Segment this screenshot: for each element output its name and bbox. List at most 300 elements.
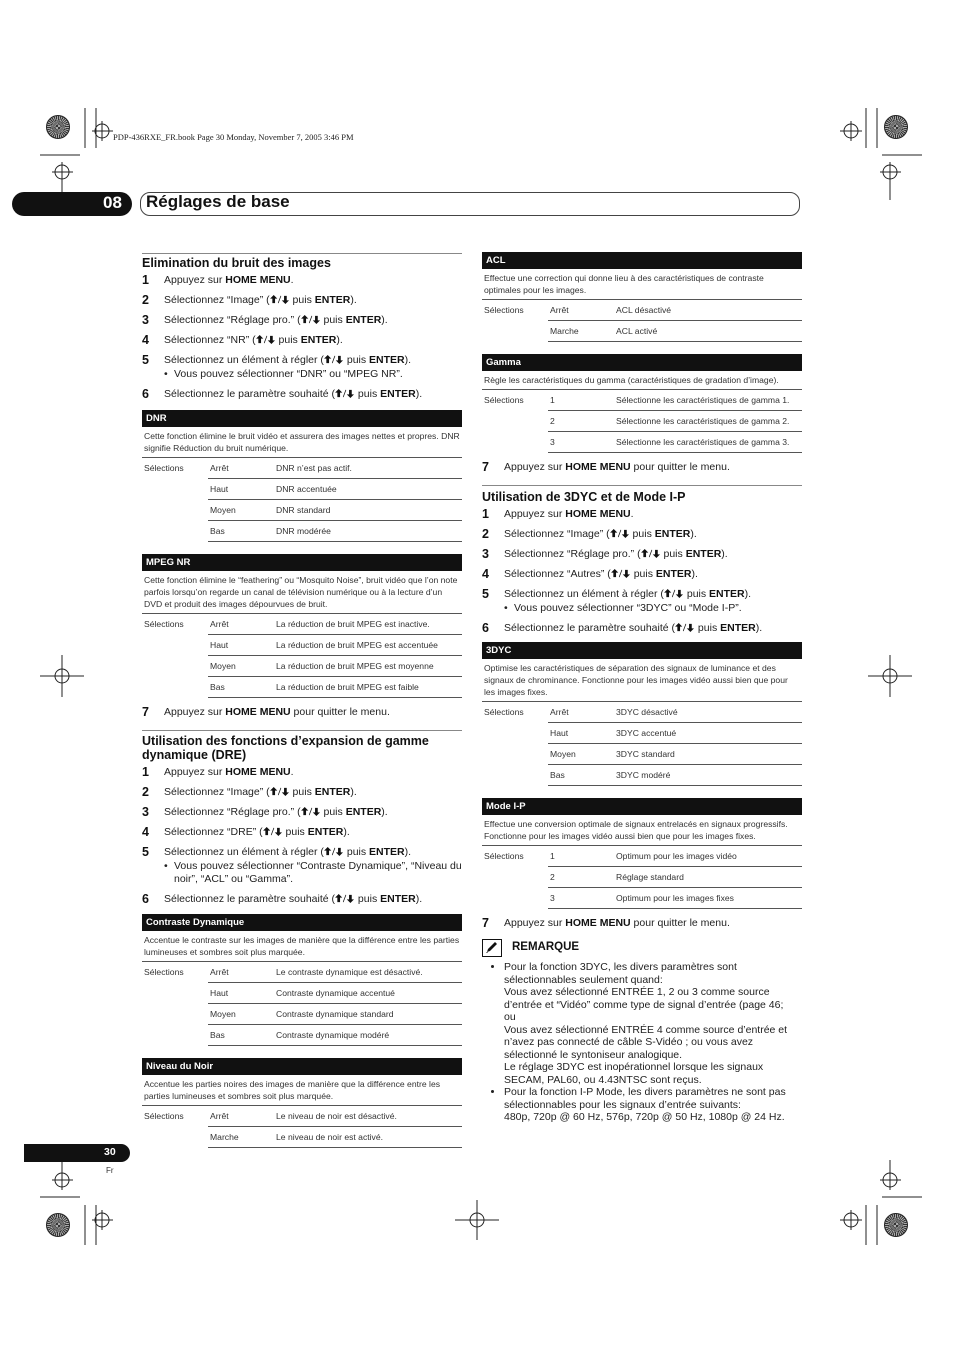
table-row [482, 300, 802, 321]
step-text: puis [355, 388, 381, 400]
step-text: ). [381, 314, 388, 326]
table-cell: Arrêt [208, 962, 274, 983]
table-cell: DNR standard [274, 500, 462, 521]
note-list [482, 961, 802, 1124]
key-enter: ENTER [314, 294, 351, 306]
step-item [142, 310, 462, 330]
registration-target-icon [46, 1213, 70, 1237]
steps-dre [142, 762, 462, 909]
step-text: ). [381, 806, 388, 818]
table-cell: Contraste dynamique standard [274, 1004, 462, 1025]
table-row [142, 614, 462, 635]
chapter-number: 08 [103, 193, 122, 212]
table-cell: 3 [548, 888, 614, 909]
table-cell [142, 1025, 208, 1046]
step-bullet: • Vous pouvez sélectionner “3DYC” ou “Mode I-P”. [482, 602, 802, 615]
table-cell: ACL activé [614, 321, 802, 342]
table-body [142, 961, 462, 1046]
table-cell: Arrêt [208, 458, 274, 479]
step-number: 1 [142, 765, 149, 779]
key-enter: ENTER [380, 893, 416, 905]
step-number: 4 [142, 333, 149, 347]
table-cell: Haut [208, 479, 274, 500]
table-header: Mode I-P [482, 798, 802, 815]
step-number: 1 [482, 507, 489, 521]
table-cell: Bas [208, 1025, 274, 1046]
table-modeip [482, 798, 802, 909]
step-text: Sélectionnez “Image” ( [504, 528, 610, 540]
step-text: ). [690, 528, 697, 540]
step-text: ). [404, 846, 412, 858]
table-row [482, 411, 802, 432]
registration-target-icon [884, 115, 908, 139]
table-row [482, 888, 802, 909]
key-enter: ENTER [709, 588, 745, 600]
table-3dyc [482, 642, 802, 786]
up-down-arrows-icon [324, 355, 344, 364]
step-text: puis [683, 588, 710, 600]
table-cell: 3 [548, 432, 614, 453]
step-number: 4 [482, 567, 489, 581]
step-bullet: • Vous pouvez sélectionner “Contraste Dynamique”, “Niveau du noir”, “ACL” ou “Gamma”. [142, 860, 462, 886]
step-text: puis [695, 622, 721, 634]
table-row [142, 1127, 462, 1148]
table-cell: 3DYC modéré [614, 765, 802, 786]
step-number: 5 [142, 353, 149, 367]
step-text: ). [721, 548, 728, 560]
table-row [142, 479, 462, 500]
step-text: puis [629, 528, 655, 540]
step-text: Appuyez sur [504, 508, 566, 520]
step-text: ). [744, 588, 752, 600]
table-body [482, 845, 802, 909]
table-cell: Sélections [482, 300, 548, 321]
table-cell [142, 635, 208, 656]
step-text: Appuyez sur [164, 706, 226, 718]
step-number: 2 [482, 527, 489, 541]
step-item [482, 564, 802, 584]
table-row [482, 390, 802, 411]
key-home-menu: HOME MENU [565, 508, 631, 520]
table-row [142, 458, 462, 479]
step-text: Appuyez sur [164, 766, 226, 778]
section-rule [482, 485, 802, 486]
table-description: Accentue le contraste sur les images de manière que la différence entre les parties lumineuses et sombres soit plus marquée. [144, 935, 460, 957]
key-enter: ENTER [300, 334, 337, 346]
step-item [482, 584, 802, 604]
table-header: 3DYC [482, 642, 802, 659]
table-cell [142, 1127, 208, 1148]
step-number: 7 [142, 705, 149, 719]
steps-nr [142, 270, 462, 404]
table-cell: Moyen [208, 656, 274, 677]
step-text: Appuyez sur [164, 274, 226, 286]
language-code: Fr [106, 1166, 114, 1175]
step-item [142, 842, 462, 862]
step-number: 4 [142, 825, 149, 839]
table-row [142, 500, 462, 521]
table-row [142, 521, 462, 542]
step-text: ). [404, 354, 412, 366]
table-description: Règle les caractéristiques du gamma (caractéristiques de gradation d’image). [484, 375, 779, 385]
step-text: Appuyez sur [504, 461, 566, 473]
step-text: Sélectionnez “Réglage pro.” ( [504, 548, 641, 560]
step-bullet: • Vous pouvez sélectionner “DNR” ou “MPEG NR”. [142, 368, 462, 381]
steps-3dyc [482, 504, 802, 638]
table-cell: Haut [208, 983, 274, 1004]
table-cell: Sélections [142, 614, 208, 635]
step-number: 3 [142, 805, 149, 819]
step-text: puis [320, 806, 346, 818]
table-row [142, 677, 462, 698]
step-number: 3 [142, 313, 149, 327]
table-row [142, 1025, 462, 1046]
step-number: 3 [482, 547, 489, 561]
registration-target-icon [46, 115, 70, 139]
step-text: puis [343, 846, 370, 858]
table-acl [482, 252, 802, 342]
up-down-arrows-icon [301, 315, 321, 324]
step-text: ). [691, 568, 698, 580]
step-text: puis [289, 294, 315, 306]
table-cell: Le niveau de noir est désactivé. [274, 1106, 462, 1127]
step-item [482, 913, 802, 933]
key-home-menu: HOME MENU [565, 917, 631, 929]
step-text: ). [343, 826, 350, 838]
key-enter: ENTER [685, 548, 722, 560]
up-down-arrows-icon [324, 847, 344, 856]
table-cell: 2 [548, 867, 614, 888]
key-enter: ENTER [314, 786, 351, 798]
step-text: ). [755, 622, 763, 634]
table-cell [482, 765, 548, 786]
step-number: 6 [142, 387, 149, 401]
step-number: 5 [482, 587, 489, 601]
step-text: Sélectionnez “DRE” ( [164, 826, 263, 838]
table-cell: La réduction de bruit MPEG est inactive. [274, 614, 462, 635]
table-cell: Arrêt [208, 614, 274, 635]
table-cell: La réduction de bruit MPEG est moyenne [274, 656, 462, 677]
step-text: Sélectionnez un élément à régler ( [164, 846, 324, 858]
key-enter: ENTER [369, 354, 405, 366]
table-cell: Le niveau de noir est activé. [274, 1127, 462, 1148]
note-pencil-icon [482, 939, 502, 957]
step-text: Sélectionnez “Autres” ( [504, 568, 611, 580]
table-cell: DNR modérée [274, 521, 462, 542]
up-down-arrows-icon [335, 894, 355, 903]
table-cell: Bas [208, 677, 274, 698]
table-noir [142, 1058, 462, 1148]
step-item [482, 457, 802, 477]
step-item [142, 802, 462, 822]
table-dnr [142, 410, 462, 542]
step-text: pour quitter le menu. [630, 461, 730, 473]
step-number: 2 [142, 293, 149, 307]
table-description: Effectue une correction qui donne lieu à des caractéristiques de contraste optimales pour les images. [484, 273, 764, 295]
table-cell: Haut [548, 723, 614, 744]
table-body [142, 457, 462, 542]
table-row [482, 723, 802, 744]
note-title: REMARQUE [512, 941, 580, 953]
step-text: puis [343, 354, 370, 366]
table-header: MPEG NR [142, 554, 462, 571]
table-cell [142, 521, 208, 542]
step-item [142, 330, 462, 350]
step-item [142, 350, 462, 370]
table-gamma [482, 354, 802, 453]
step-text: Sélectionnez le paramètre souhaité ( [164, 893, 336, 905]
step-text: pour quitter le menu. [630, 917, 730, 929]
table-row [482, 765, 802, 786]
table-cell: Sélectionne les caractéristiques de gamma 1. [614, 390, 802, 411]
registration-target-icon [884, 1213, 908, 1237]
up-down-arrows-icon [335, 389, 355, 398]
table-body [482, 389, 802, 453]
table-cell: Marche [548, 321, 614, 342]
table-cell: Sélections [482, 846, 548, 867]
table-cell: 1 [548, 846, 614, 867]
table-cell [482, 723, 548, 744]
table-cell: Sélectionne les caractéristiques de gamma 2. [614, 411, 802, 432]
step-quit [482, 457, 802, 477]
table-cell [482, 321, 548, 342]
step-item [482, 524, 802, 544]
table-row [142, 635, 462, 656]
table-description: Optimise les caractéristiques de séparation des signaux de luminance et des signaux de chrominance. Fonctionne pour les images vidéo aussi bien que pour les images fixes. [484, 663, 788, 697]
step-number: 6 [482, 621, 489, 635]
step-text: Sélectionnez “Réglage pro.” ( [164, 314, 301, 326]
up-down-arrows-icon [256, 335, 276, 344]
step-item [142, 889, 462, 909]
table-body [482, 299, 802, 342]
table-cell: Arrêt [548, 702, 614, 723]
table-row [482, 867, 802, 888]
step-item [482, 618, 802, 638]
table-cell: Sélections [482, 702, 548, 723]
table-cell: Bas [548, 765, 614, 786]
table-cell [142, 479, 208, 500]
table-body [142, 613, 462, 698]
table-row [482, 702, 802, 723]
up-down-arrows-icon [301, 807, 321, 816]
step-item [142, 290, 462, 310]
table-cell: La réduction de bruit MPEG est faible [274, 677, 462, 698]
table-cell: Sélectionne les caractéristiques de gamma 3. [614, 432, 802, 453]
step-text: puis [660, 548, 686, 560]
key-enter: ENTER [720, 622, 756, 634]
table-cell: 3DYC standard [614, 744, 802, 765]
step-quit [482, 913, 802, 933]
up-down-arrows-icon [270, 787, 290, 796]
step-item [142, 762, 462, 782]
table-row [142, 962, 462, 983]
section-rule [142, 730, 462, 731]
table-cell: Moyen [208, 1004, 274, 1025]
table-row [142, 983, 462, 1004]
table-cell [482, 411, 548, 432]
step-item [142, 384, 462, 404]
table-cell [142, 656, 208, 677]
table-row [142, 1106, 462, 1127]
key-home-menu: HOME MENU [225, 766, 291, 778]
table-cell: Optimum pour les images fixes [614, 888, 802, 909]
step-text: Sélectionnez un élément à régler ( [164, 354, 324, 366]
step-item [482, 544, 802, 564]
step-text: puis [275, 334, 301, 346]
book-info-line: PDP-436RXE_FR.book Page 30 Monday, November 7, 2005 3:46 PM [113, 132, 354, 142]
step-text: . [290, 766, 294, 778]
table-cell [142, 500, 208, 521]
step-number: 7 [482, 916, 489, 930]
table-cell [482, 888, 548, 909]
table-body [142, 1105, 462, 1148]
table-description: Accentue les parties noires des images de manière que la différence entre les parties lumineuses et sombres soit plus marquée. [144, 1079, 441, 1101]
up-down-arrows-icon [610, 529, 630, 538]
section-title-nr: Elimination du bruit des images [142, 256, 331, 270]
table-cell: 3DYC désactivé [614, 702, 802, 723]
step-number: 7 [482, 460, 489, 474]
table-row [482, 432, 802, 453]
step-text: puis [282, 826, 308, 838]
step-text: Appuyez sur [504, 917, 566, 929]
table-cell: Marche [208, 1127, 274, 1148]
right-column [482, 252, 802, 1124]
step-text: ). [350, 294, 357, 306]
step-text: Sélectionnez “NR” ( [164, 334, 256, 346]
table-cell [482, 744, 548, 765]
chapter-title: Réglages de base [146, 192, 290, 211]
table-cell: Le contraste dynamique est désactivé. [274, 962, 462, 983]
step-text: ). [336, 334, 343, 346]
table-cell [142, 1004, 208, 1025]
step-text: puis [630, 568, 656, 580]
key-enter: ENTER [654, 528, 691, 540]
table-cell: 2 [548, 411, 614, 432]
up-down-arrows-icon [263, 827, 283, 836]
table-cell: Optimum pour les images vidéo [614, 846, 802, 867]
step-text: Sélectionnez “Image” ( [164, 294, 270, 306]
step-number: 6 [142, 892, 149, 906]
table-cell [142, 677, 208, 698]
step-number: 5 [142, 845, 149, 859]
key-enter: ENTER [307, 826, 344, 838]
step-text: . [630, 508, 634, 520]
table-cell: 1 [548, 390, 614, 411]
table-row [482, 846, 802, 867]
table-cell: Moyen [208, 500, 274, 521]
note-item: • Pour la fonction I-P Mode, les divers paramètres ne sont pas sélectionnables pour les signaux d’entrée suivants: 480p, 720p @ 60 Hz, 576p, 720p @ 50 Hz, 1080p @ 24 Hz. [504, 1086, 802, 1124]
table-cell: ACL désactivé [614, 300, 802, 321]
table-description: Cette fonction élimine le “feathering” ou “Mosquito Noise”, bruit vidéo que l’on note parfois lorsqu’on regarde un canal de télévision numérique ou à la lecture d’un DVD et produit des images dépourvues de bruit. [144, 575, 458, 609]
table-row [142, 656, 462, 677]
section-title-dre: Utilisation des fonctions d’expansion de gamme dynamique (DRE) [142, 734, 429, 762]
step-text: Sélectionnez le paramètre souhaité ( [164, 388, 336, 400]
step-quit [142, 702, 462, 722]
up-down-arrows-icon [270, 295, 290, 304]
key-enter: ENTER [655, 568, 692, 580]
key-enter: ENTER [345, 806, 382, 818]
key-home-menu: HOME MENU [225, 274, 291, 286]
up-down-arrows-icon [641, 549, 661, 558]
key-home-menu: HOME MENU [225, 706, 291, 718]
table-header: Gamma [482, 354, 802, 371]
table-header: ACL [482, 252, 802, 269]
table-cell [482, 867, 548, 888]
step-text: ). [415, 388, 423, 400]
step-text: puis [355, 893, 381, 905]
section-rule [142, 253, 462, 254]
table-cell [142, 983, 208, 1004]
step-text: Sélectionnez le paramètre souhaité ( [504, 622, 676, 634]
note-header [482, 939, 802, 957]
step-text: Sélectionnez un élément à régler ( [504, 588, 664, 600]
table-description: Cette fonction élimine le bruit vidéo et assurera des images nettes et propres. DNR signifie Réduction du bruit numérique. [144, 431, 460, 453]
step-item [142, 702, 462, 722]
step-text: puis [289, 786, 315, 798]
key-home-menu: HOME MENU [565, 461, 631, 473]
table-cell: Contraste dynamique accentué [274, 983, 462, 1004]
table-header: Niveau du Noir [142, 1058, 462, 1075]
step-item [142, 782, 462, 802]
step-text: pour quitter le menu. [290, 706, 390, 718]
step-text: Sélectionnez “Image” ( [164, 786, 270, 798]
table-header: DNR [142, 410, 462, 427]
table-row [482, 321, 802, 342]
up-down-arrows-icon [675, 623, 695, 632]
table-body [482, 701, 802, 786]
note-item: • Pour la fonction 3DYC, les divers paramètres sont sélectionnables seulement quand: Vous avez sélectionné ENTRÉE 1, 2 ou 3 comme source d’entrée et “Vidéo” comme type de signal d’entrée (page 46; ou Vous avez sélectionné ENTRÉE 4 comme source d’entrée et n’avez pas connecté de câble S-Vidéo ; ou vous avez sélectionné le syntoniseur analogique. Le réglage 3DYC est inopérationnel lorsque les signaux SECAM, PAL60, ou 4.43NTSC sont reçus. [504, 961, 802, 1086]
key-enter: ENTER [345, 314, 382, 326]
step-text: ). [415, 893, 423, 905]
table-cell: Bas [208, 521, 274, 542]
step-item [482, 504, 802, 524]
step-text: puis [320, 314, 346, 326]
key-enter: ENTER [380, 388, 416, 400]
table-cell: Sélections [142, 962, 208, 983]
table-cell: Sélections [482, 390, 548, 411]
step-number: 1 [142, 273, 149, 287]
step-number: 2 [142, 785, 149, 799]
section-title-3dyc: Utilisation de 3DYC et de Mode I-P [482, 490, 686, 504]
table-row [142, 1004, 462, 1025]
table-contraste [142, 914, 462, 1046]
up-down-arrows-icon [664, 589, 684, 598]
table-row [482, 744, 802, 765]
table-cell: 3DYC accentué [614, 723, 802, 744]
table-cell: Sélections [142, 458, 208, 479]
table-cell: Réglage standard [614, 867, 802, 888]
step-text: ). [350, 786, 357, 798]
step-text: Sélectionnez “Réglage pro.” ( [164, 806, 301, 818]
left-column [142, 253, 462, 1148]
table-header: Contraste Dynamique [142, 914, 462, 931]
table-cell: Contraste dynamique modéré [274, 1025, 462, 1046]
key-enter: ENTER [369, 846, 405, 858]
table-cell: Arrêt [548, 300, 614, 321]
step-item [142, 822, 462, 842]
up-down-arrows-icon [611, 569, 631, 578]
table-description: Effectue une conversion optimale de signaux entrelacés en signaux progressifs. Fonctionne pour les images vidéo aussi bien que pour les images fixes. [484, 819, 788, 841]
table-cell: DNR n’est pas actif. [274, 458, 462, 479]
table-cell [482, 432, 548, 453]
table-cell: La réduction de bruit MPEG est accentuée [274, 635, 462, 656]
table-cell: Sélections [142, 1106, 208, 1127]
table-cell: DNR accentuée [274, 479, 462, 500]
table-cell: Haut [208, 635, 274, 656]
table-cell: Moyen [548, 744, 614, 765]
page-number: 30 [104, 1146, 116, 1158]
step-item [142, 270, 462, 290]
